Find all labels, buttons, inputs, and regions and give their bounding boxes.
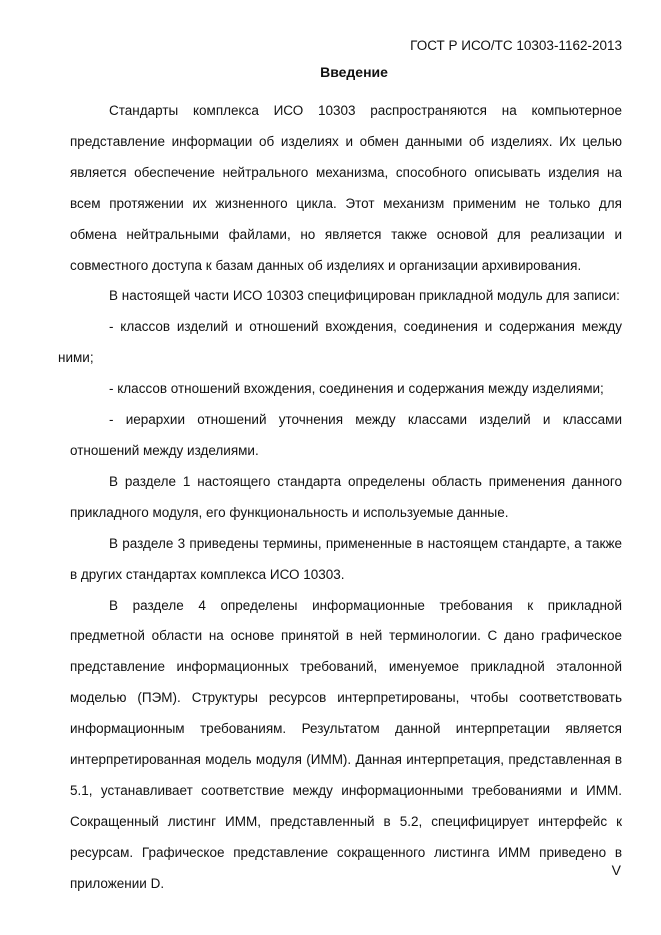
document-body — [58, 96, 622, 900]
page-number: V — [611, 862, 621, 878]
paragraph-intro: Стандарты комплекса ИСО 10303 распространяются на компьютерное представление информации об изделиях и обмен данными об изделиях. Их целью является обеспечение нейтрального механизма, способного описывать изделия на всем протяжении их жизненного цикла. Этот механизм применим не только для обмена нейтральными файлами, но является также основой для реализации и совместного доступа к базам данных об изделиях и организации архивирования. — [70, 103, 622, 273]
paragraph-section1: В разделе 1 настоящего стандарта определены область применения данного прикладного модуля, его функциональность и используемые данные. — [70, 473, 622, 520]
list-item: - классов изделий и отношений вхождения, соединения и содержания между ними; — [58, 319, 622, 366]
paragraph-scope: В настоящей части ИСО 10303 специфицирован прикладной модуль для записи: — [109, 288, 620, 304]
document-header: ГОСТ Р ИСО/ТС 10303-1162-2013 — [410, 38, 622, 53]
list-item: - классов отношений вхождения, соединения и содержания между изделиями; — [109, 381, 604, 397]
section-title: Введение — [320, 64, 388, 80]
list-item: - иерархии отношений уточнения между классами изделий и классами отношений между изделиями. — [70, 412, 622, 458]
paragraph-section4: В разделе 4 определены информационные требования к прикладной предметной области на основе принятой в ней терминологии. С дано графическое представление информационных требований, именуемое прикладной эталонной моделью (ПЭМ). Структуры ресурсов интерпретированы, чтобы соответствовать информационным требованиям. Результатом данной интерпретации является интерпретированная модель модуля (ИММ). Данная интерпретация, представленная в 5.1, устанавливает соответствие между информационными требованиями и ИММ. Сокращенный листинг ИММ, представленный в 5.2, специфицирует интерфейс к ресурсам. Графическое представление сокращенного листинга ИММ приведено в приложении D. — [70, 597, 622, 891]
paragraph-section3: В разделе 3 приведены термины, примененные в настоящем стандарте, а также в других стандартах комплекса ИСО 10303. — [70, 535, 622, 582]
